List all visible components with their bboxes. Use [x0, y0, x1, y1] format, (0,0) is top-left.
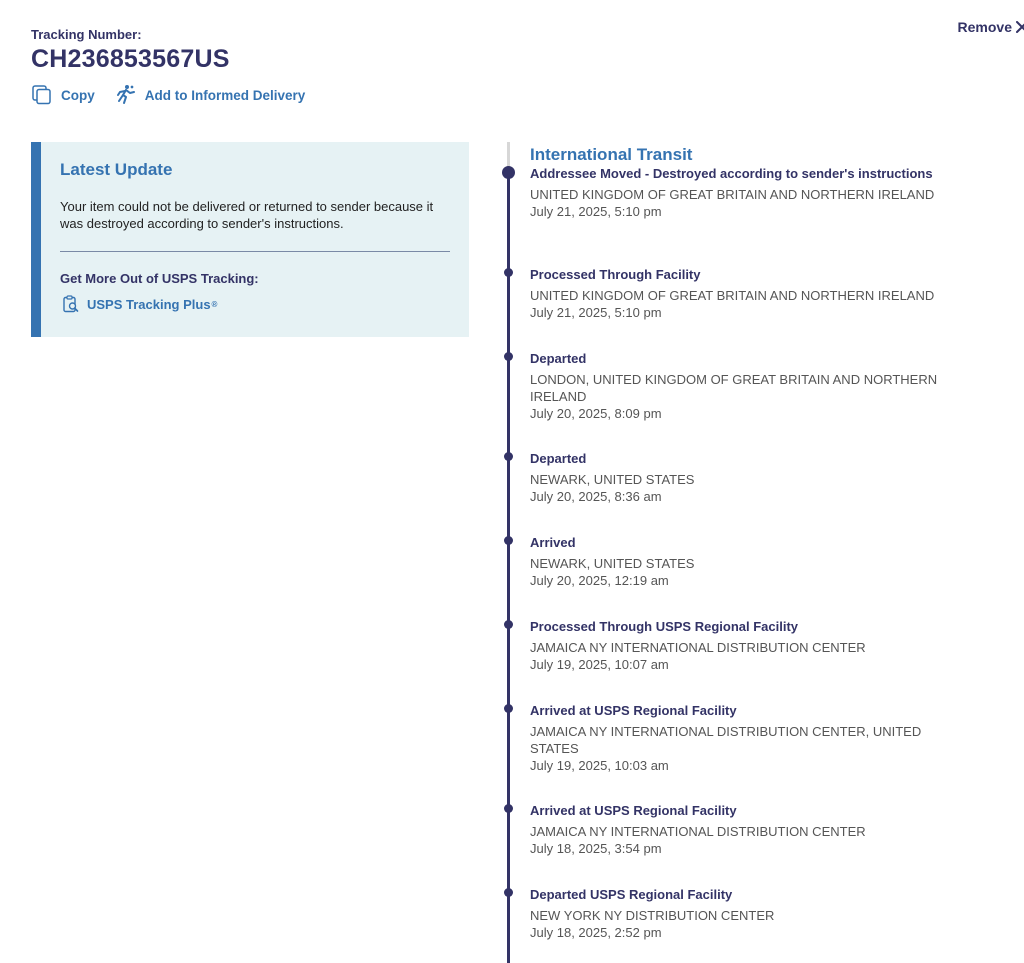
event-status: Departed USPS Regional Facility [530, 887, 733, 902]
event-location: UNITED KINGDOM OF GREAT BRITAIN AND NORTHERN IRELAND [530, 187, 935, 202]
event-status: Addressee Moved - Destroyed according to sender's instructions [530, 166, 933, 181]
timeline-event [530, 534, 950, 589]
timeline-dot [504, 536, 513, 545]
tracking-timeline [500, 142, 970, 963]
copy-icon [31, 84, 53, 106]
event-location: LONDON, UNITED KINGDOM OF GREAT BRITAIN AND NORTHERN IRELAND [530, 372, 938, 404]
timeline-event [530, 165, 950, 220]
divider [60, 251, 450, 252]
tracking-number-label: Tracking Number: [31, 27, 142, 42]
event-status: Departed [530, 451, 587, 466]
event-status: Arrived at USPS Regional Facility [530, 703, 737, 718]
latest-update-text: Your item could not be delivered or returned to sender because it was destroyed according to sender's instructions. [60, 199, 434, 231]
copy-label: Copy [61, 87, 95, 103]
timeline-dot [504, 452, 513, 461]
event-status: Departed [530, 351, 587, 366]
event-datetime: July 21, 2025, 5:10 pm [530, 305, 662, 320]
tracking-actions [31, 84, 305, 106]
tracking-plus-label: USPS Tracking Plus [87, 296, 211, 312]
event-location: UNITED KINGDOM OF GREAT BRITAIN AND NORTHERN IRELAND [530, 288, 935, 303]
event-location: JAMAICA NY INTERNATIONAL DISTRIBUTION CENTER, UNITED STATES [530, 724, 922, 756]
timeline-dot [504, 888, 513, 897]
clipboard-search-icon [62, 295, 80, 313]
event-datetime: July 18, 2025, 3:54 pm [530, 841, 662, 856]
event-location: NEWARK, UNITED STATES [530, 472, 695, 487]
timeline-dot [504, 352, 513, 361]
event-datetime: July 19, 2025, 10:07 am [530, 657, 669, 672]
event-status: Arrived at USPS Regional Facility [530, 803, 737, 818]
event-datetime: July 20, 2025, 8:36 am [530, 489, 662, 504]
timeline-event [530, 886, 950, 941]
copy-button[interactable] [31, 84, 95, 106]
usps-tracking-plus-link[interactable] [60, 295, 450, 313]
latest-update-card [31, 142, 469, 337]
event-datetime: July 18, 2025, 2:52 pm [530, 925, 662, 940]
event-location: JAMAICA NY INTERNATIONAL DISTRIBUTION CENTER [530, 824, 866, 839]
more-tracking-title: Get More Out of USPS Tracking: [60, 271, 259, 286]
event-location: NEW YORK NY DISTRIBUTION CENTER [530, 908, 775, 923]
timeline-event [530, 350, 950, 422]
latest-update-title: Latest Update [60, 160, 173, 179]
remove-label: Remove [957, 19, 1012, 35]
event-status: Processed Through Facility [530, 267, 701, 282]
timeline-dot-current [502, 166, 515, 179]
event-location: JAMAICA NY INTERNATIONAL DISTRIBUTION CENTER [530, 640, 866, 655]
tracking-number: CH236853567US [31, 45, 230, 73]
timeline-event [530, 802, 950, 857]
add-to-informed-delivery-button[interactable] [115, 84, 306, 106]
event-datetime: July 19, 2025, 10:03 am [530, 758, 669, 773]
timeline-line [507, 172, 510, 963]
timeline-dot [504, 268, 513, 277]
event-status: Processed Through USPS Regional Facility [530, 619, 799, 634]
event-status: Arrived [530, 535, 576, 550]
timeline-dot [504, 704, 513, 713]
remove-button[interactable] [958, 19, 1024, 35]
event-datetime: July 20, 2025, 8:09 pm [530, 406, 662, 421]
timeline-event [530, 702, 950, 774]
timeline-event [530, 450, 950, 505]
running-person-icon [115, 84, 137, 106]
informed-delivery-label: Add to Informed Delivery [144, 87, 306, 103]
close-icon [1016, 21, 1024, 33]
timeline-event [530, 266, 950, 321]
event-datetime: July 20, 2025, 12:19 am [530, 573, 669, 588]
registered-mark: ® [211, 299, 218, 309]
timeline-heading: International Transit [530, 145, 693, 164]
event-datetime: July 21, 2025, 5:10 pm [530, 204, 662, 219]
timeline-event [530, 618, 950, 673]
event-location: NEWARK, UNITED STATES [530, 556, 695, 571]
timeline-dot [504, 804, 513, 813]
timeline-dot [504, 620, 513, 629]
